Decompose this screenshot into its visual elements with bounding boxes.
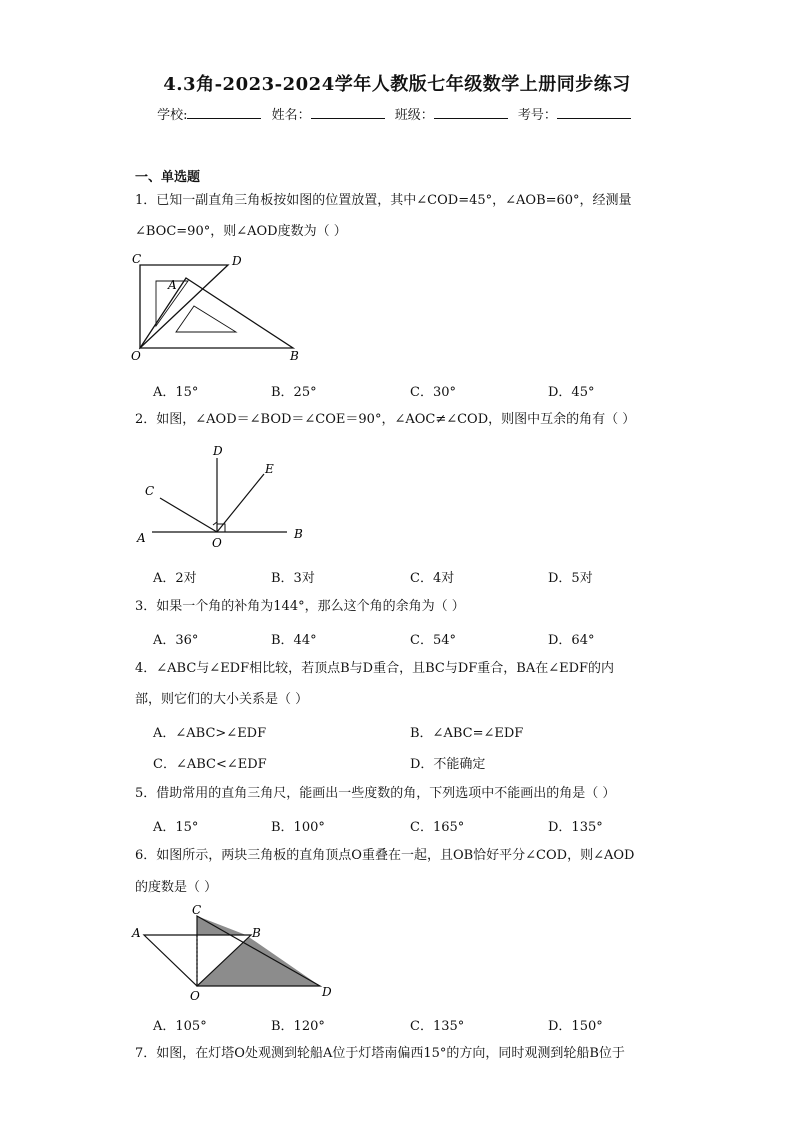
question-number: 3．	[135, 599, 157, 614]
label-a: A	[132, 926, 141, 940]
q3-option-c[interactable]: C．54°	[410, 633, 456, 648]
q2-option-c[interactable]: C．4对	[410, 571, 455, 586]
q6-option-a[interactable]: A．105°	[153, 1019, 207, 1034]
triangle-ocd	[140, 265, 228, 348]
label-o: O	[212, 536, 222, 550]
q6-option-b[interactable]: B．120°	[271, 1019, 325, 1034]
q4-option-d[interactable]: D．不能确定	[410, 757, 486, 772]
school-label: 学校:	[157, 108, 188, 123]
triangle-oab	[140, 278, 293, 348]
q1-option-b[interactable]: B．25°	[271, 385, 317, 400]
question-text: 借助常用的直角三角尺，能画出一些度数的角，下列选项中不能画出的角是（ ）	[156, 786, 616, 801]
question-6	[135, 846, 634, 866]
label-e: E	[265, 462, 274, 476]
question-text: ∠ABC与∠EDF相比较，若顶点B与D重合，且BC与DF重合，BA在∠EDF的内	[156, 661, 615, 676]
q4-option-c[interactable]: C．∠ABC<∠EDF	[153, 757, 267, 772]
question-text: 如图，∠AOD＝∠BOD＝∠COE＝90°，∠AOC≠∠COD，则图中互余的角有（ ）	[156, 412, 636, 427]
question-text: 如图所示，两块三角板的直角顶点O重叠在一起，且OB恰好平分∠COD，则∠AOD	[156, 848, 635, 863]
question-7	[135, 1044, 625, 1064]
label-b: B	[294, 527, 303, 541]
figure-q2	[132, 440, 312, 552]
school-blank[interactable]	[187, 106, 261, 119]
q2-option-b[interactable]: B．3对	[271, 571, 315, 586]
question-number: 1．	[135, 193, 157, 208]
label-d: D	[213, 444, 223, 458]
label-c: C	[132, 252, 142, 266]
q2-option-a[interactable]: A．2对	[153, 571, 197, 586]
q5-option-b[interactable]: B．100°	[271, 820, 325, 835]
label-b: B	[290, 349, 299, 363]
question-number: 5．	[135, 786, 157, 801]
question-5	[135, 784, 615, 804]
label-o: O	[131, 349, 141, 363]
ray-oc	[160, 498, 217, 532]
question-text: 已知一副直角三角板按如图的位置放置，其中∠COD=45°，∠AOB=60°，经测量	[156, 193, 632, 208]
exam-number-blank[interactable]	[557, 106, 631, 119]
q3-option-a[interactable]: A．36°	[153, 633, 199, 648]
label-o: O	[190, 989, 200, 1003]
label-b: B	[252, 926, 261, 940]
question-text: 如果一个角的补角为144°，那么这个角的余角为（ ）	[156, 599, 465, 614]
section-title: 一、单选题	[135, 170, 201, 185]
q1-option-c[interactable]: C．30°	[410, 385, 456, 400]
name-blank[interactable]	[311, 106, 385, 119]
label-c: C	[145, 484, 155, 498]
question-number: 2．	[135, 412, 157, 427]
label-d: D	[322, 985, 332, 999]
question-6-line-2: 的度数是（ ）	[135, 880, 218, 895]
question-4	[135, 659, 614, 679]
question-1-line-2: ∠BOC=90°，则∠AOD度数为（ ）	[135, 224, 347, 239]
label-a: A	[168, 278, 177, 292]
q1-option-d[interactable]: D．45°	[548, 385, 595, 400]
page-title: 4.3角-2023-2024学年人教版七年级数学上册同步练习	[163, 74, 631, 95]
figure-q1	[128, 248, 308, 366]
q6-option-c[interactable]: C．135°	[410, 1019, 465, 1034]
question-text: 如图，在灯塔O处观测到轮船A位于灯塔南偏西15°的方向，同时观测到轮船B位于	[156, 1046, 625, 1061]
class-blank[interactable]	[434, 106, 508, 119]
q3-option-b[interactable]: B．44°	[271, 633, 317, 648]
label-a: A	[137, 531, 146, 545]
question-4-line-2: 部，则它们的大小关系是（ ）	[135, 692, 309, 707]
q5-option-a[interactable]: A．15°	[153, 820, 199, 835]
question-number: 7．	[135, 1046, 157, 1061]
label-c: C	[192, 903, 202, 917]
question-1	[135, 191, 632, 211]
right-angle-mark-2	[213, 522, 217, 525]
figure-q6	[130, 902, 340, 1004]
class-label: 班级：	[394, 108, 434, 123]
q5-option-d[interactable]: D．135°	[548, 820, 603, 835]
q3-option-d[interactable]: D．64°	[548, 633, 595, 648]
q4-option-a[interactable]: A．∠ABC>∠EDF	[153, 726, 267, 741]
question-2	[135, 410, 635, 430]
question-number: 6．	[135, 848, 157, 863]
name-label: 姓名：	[271, 108, 311, 123]
question-3	[135, 597, 465, 617]
question-number: 4．	[135, 661, 157, 676]
exam-number-label: 考号：	[517, 108, 557, 123]
q2-option-d[interactable]: D．5对	[548, 571, 593, 586]
q4-option-b[interactable]: B．∠ABC=∠EDF	[410, 726, 524, 741]
q1-option-a[interactable]: A．15°	[153, 385, 199, 400]
ray-oe	[217, 474, 264, 532]
inner-cut-2	[176, 306, 236, 332]
student-info-line	[0, 104, 794, 123]
q5-option-c[interactable]: C．165°	[410, 820, 465, 835]
label-d: D	[232, 254, 242, 268]
q6-option-d[interactable]: D．150°	[548, 1019, 603, 1034]
